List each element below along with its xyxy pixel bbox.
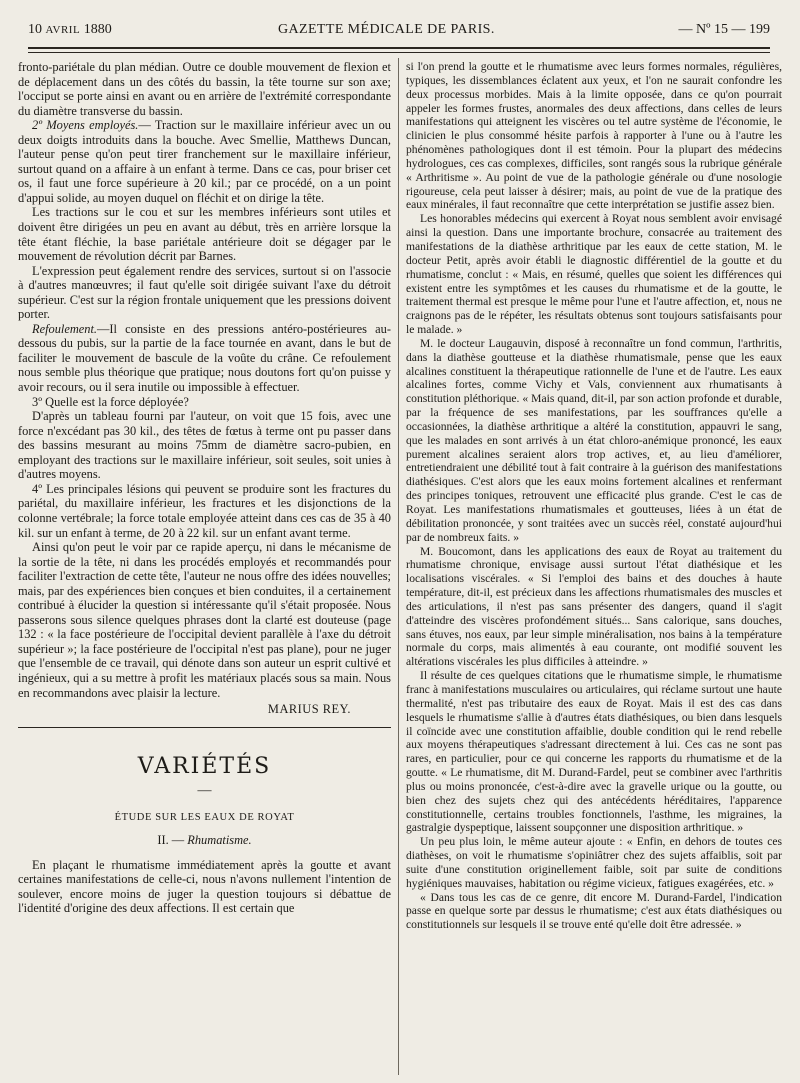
- section-heading: VARIÉTÉS: [137, 753, 272, 779]
- paragraph: Les honorables médecins qui exercent à Royat nous semblent avoir envisagé ainsi la question. Dans une importante brochure, consacrée au traitement des manifestations de la diathèse arthritique par les eaux de cette station, M. le docteur Petit, après avoir établi le diagnostic différentiel de la goutte et du rhumatisme, conclut : « Mais, en résumé, quelles que soient les différences qui existent entre les symptômes et les causes du rhumatisme et de la goutte, le traitement thermal est presque le même pour l'une et l'autre affection, et, nous ne craignons pas de le répéter, les résultats obtenus sont toujours satisfaisants pour le malade. »: [406, 212, 782, 337]
- paragraph: D'après un tableau fourni par l'auteur, on voit que 15 fois, avec une force n'excédant pas 30 kil., des têtes de fœtus à terme ont pu passer dans des bassins mesurant au moins 75mm de diamètre sacro-pubien, en employant des tractions sur le maxillaire inférieur, soit seules, soit unies à d'autres moyens.: [18, 409, 391, 482]
- paragraph: En plaçant le rhumatisme immédiatement après la goutte et avant certaines manifestations de celle-ci, nous n'avons nullement l'intention de soulever, encore moins de juger la question toujours si débattue de l'identité d'origine des deux affections. Il est certain que: [18, 857, 391, 916]
- author-signature: MARIUS REY.: [267, 702, 351, 717]
- header-rule-thin: [28, 52, 770, 53]
- paragraph: Refoulement.—Il consiste en des pressions antéro-postérieures au-dessous du pubis, sur la partie de la face tournée en avant, dans le but de faciliter le mouvement de bascule de la voûte du crâne. Ce refoulement nous semble plus théorique que pratique; nous doutons fort qu'on puisse y avoir recours, ou il sera inutile ou impossible à effectuer.: [18, 321, 391, 395]
- paragraph: Il résulte de ces quelques citations que le rhumatisme simple, le rhumatisme franc à manifestations musculaires ou articulaires, qui réclame surtout une haute thermalité, n'est pas tributaire des eaux de Royat. Mais il est des cas dans lesquels le rhumatisme s'allie à d'autres états diathésiques, ou bien dans lesquels il coïncide avec une constitution affaiblie, double condition qui le rend rebelle aux moyens thérapeutiques s'adressant directement à lui. Ces cas ne sont pas rares, en particulier, pour ce qui concerne les rapports du rhumatisme et de la goutte. « Le rhumatisme, dit M. Durand-Fardel, peut se combiner avec l'arthritis plus ou moins prononcée, c'est-à-dire avec la gravelle urique ou la goutte, ou bien chez des sujets chez qui des antécédents héréditaires, l'apparence constitutionnelle, certains troubles fonctionnels, l'asthme, les migraines, la gastralgie dyspeptique, laissent soupçonner une disposition arthritique. »: [406, 669, 782, 835]
- heading-dash: —: [197, 783, 212, 799]
- paragraph: M. Boucomont, dans les applications des eaux de Royat au traitement du rhumatisme chronique, envisage aussi surtout l'état diathésique et les localisations viscérales. « Si l'emploi des bains et des douches à haute température, dit-il, est précieux dans les affections rhumatismales des muscles et des articulations, il n'est pas sans présenter des dangers, quand il s'agit d'atteindre des viscères profondément situés... Sans calorique, sans douches, sans étuves, nos eaux, par leur simple minéralisation, nos bains à la température normale du corps, mais alimentés à eau courante, ont modifié souvent les altérations viscérales les plus difficiles à atteindre. »: [406, 544, 782, 669]
- column-divider: [398, 58, 399, 1075]
- issue-date: 10 AVRIL 1880: [28, 22, 112, 37]
- paragraph: L'expression peut également rendre des services, surtout si on l'associe à d'autres manœuvres; il faut qu'elle soit dirigée suivant l'axe du détroit supérieur. C'est sur la région frontale uniquement que les pressions doivent porter.: [18, 263, 391, 322]
- article-title: ÉTUDE SUR LES EAUX DE ROYAT: [114, 811, 295, 823]
- issue-number-page: — Nº 15 — 199: [678, 22, 770, 37]
- paragraph: Un peu plus loin, le même auteur ajoute : « Enfin, en dehors de toutes ces diathèses, on voit le rhumatisme s'opiniâtrer chez des sujets affaiblis, soit par suite d'une constitution originellement faible, soit par suite de conditions hygiéniques mauvaises, habitation ou régime vicieux, fatigues exagérées, etc. »: [406, 835, 782, 890]
- paragraph: Les tractions sur le cou et sur les membres inférieurs sont utiles et doivent être dirigées un peu en avant au début, très en arrière lorsque la tête étant fléchie, la base pariétale antérieure doit se dégager par le mouvement de révolution décrit par Barnes.: [18, 205, 391, 264]
- paragraph: si l'on prend la goutte et le rhumatisme avec leurs formes normales, régulières, typiques, les dissemblances éclatent aux yeux, et l'on ne saurait confondre les deux processus morbides. Mais à la limite opposée, dans ce qu'on pourrait appeler les formes frustes, anormales des deux affections, dans celles de leurs manifestations qui atteignent les viscères ou tel autre système de l'économie, le clinicien le plus consommé hésite parfois à rapporter à l'une ou à l'autre les phénomènes pathologiques dont il est témoin. Pour la plupart des médecins hydrologues, ces cas complexes, difficiles, sont rangés sous la rubrique générale « Arthritisme ». Au point de vue de la pathologie générale ou d'une nosologie rigoureuse, cela peut laisser à désirer; mais, au point de vue de la pratique des eaux minérales, il faut reconnaître que cette interprétation se justifie assez bien.: [406, 60, 782, 212]
- paragraph: 2º Moyens employés.— Traction sur le maxillaire inférieur avec un ou deux doigts introduits dans la bouche. Avec Smellie, Matthews Duncan, l'auteur pense qu'on peut tirer franchement sur le maxillaire inférieur, surtout quand on a affaire à un enfant à terme. Dans ce cas, pour briser cet os, il faut une force supérieure à 20 kil.; par ce procédé, on a un point d'appui solide, au moyen duquel on fléchit et on dirige la tête.: [18, 118, 391, 205]
- publication-title: GAZETTE MÉDICALE DE PARIS.: [278, 22, 495, 37]
- paragraph: fronto-pariétale du plan médian. Outre ce double mouvement de flexion et de déplacement dans un des côtés du bassin, la tête tourne sur son axe; l'occiput se porte ainsi en avant ou en arrière de l'extrémité correspondante du diamètre transverse du bassin.: [18, 60, 391, 118]
- paragraph: M. le docteur Laugauvin, disposé à reconnaître un fond commun, l'arthritis, dans la diathèse goutteuse et la diathèse rhumatismale, pense que les eaux alcalines constituent la thérapeutique rationnelle de l'une et de l'autre. Les eaux alcalines fortes, comme Vichy et Vals, conviennent aux rhumatisants à constitution pléthorique. « Mais quand, dit-il, par son action profonde et durable, par la fréquence de ses manifestations, par les souffrances qu'elle a occasionnées, la diathèse arthritique a altéré la constitution, appauvri le sang, que les malades en sont arrivés à un état chloro-anémique prononcé, les eaux purement alcalines seraient alors trop actives, et, au lieu d'améliorer, entretiendraient une débilité tout à fait contraire à la guérison des manifestations diathésiques. C'est alors que les eaux moins fortement alcalines et renfermant des principes toniques, retrouvent une efficacité plus grande. C'est le cas de Royat. Les manifestations rhumatismales et goutteuses, liées à un état de débilitation prononcée, y sont traitées avec un succès réel, constaté aujourd'hui par de nombreux faits. »: [406, 336, 782, 544]
- paragraph: « Dans tous les cas de ce genre, dit encore M. Durand-Fardel, l'indication passe en quelque sorte par dessus le rhumatisme; c'est aux états diathésiques ou constitutionnels sur lesquels il se trouve enté qu'elle doit être adressée. »: [406, 890, 782, 932]
- paragraph: Ainsi qu'on peut le voir par ce rapide aperçu, ni dans le mécanisme de la sortie de la tête, ni dans les procédés employés et recommandés pour faciliter l'extraction de cette tête, l'auteur ne nous offre des idées nouvelles; mais, par des expériences bien conçues et bien conduites, il a certainement contribué à élucider la question si intéressante qu'il s'était proposée. Nous passerons sous silence quelques phrases dont la clarté est douteuse (page 132 : « la face postérieure de l'occipital devient parallèle à l'axe du détroit supérieur »; la face postérieure de l'occipital n'est pas plane), pour ne juger que l'ensemble de ce travail, qui dénote dans son auteur un esprit cultivé et ingénieux, qui a su mettre à profit les matériaux placés sous sa main. Nous en recommandons avec plaisir la lecture.: [18, 540, 391, 700]
- paragraph: 3º Quelle est la force déployée?: [32, 394, 189, 409]
- paragraph: 4º Les principales lésions qui peuvent se produire sont les fractures du pariétal, du maxillaire inférieur, les fractures et les disjonctions de la colonne vertébrale; la force totale employée atteint dans ces cas de 35 à 40 kil. sur un enfant à terme, de 20 à 22 kil. sur un enfant avant terme.: [18, 481, 391, 540]
- article-section-heading: II. — Rhumatisme.: [157, 833, 252, 848]
- left-column: [18, 60, 391, 916]
- header-rule: [28, 47, 770, 49]
- section-divider: [18, 727, 391, 728]
- right-column: [406, 60, 782, 932]
- page-header: [28, 20, 770, 40]
